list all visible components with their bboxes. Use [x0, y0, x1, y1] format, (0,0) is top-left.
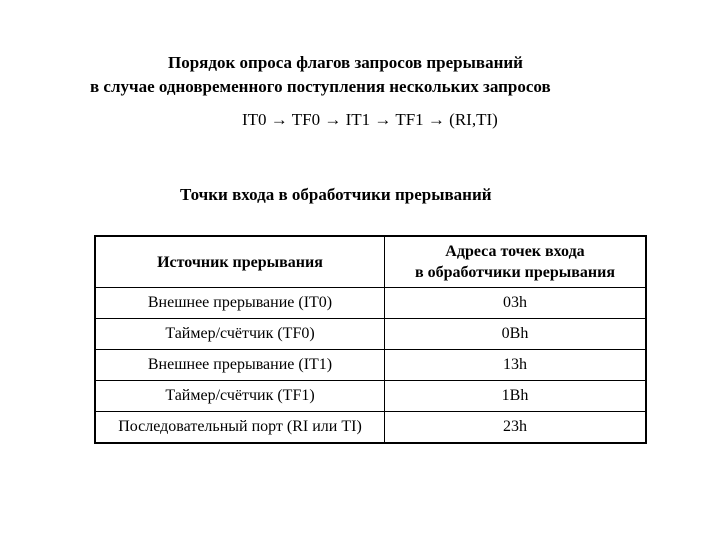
table-row — [95, 381, 646, 412]
row-source: Последовательный порт (RI или TI) — [95, 412, 385, 444]
priority-title-line2: в случае одновременного поступления нескольких запросов — [90, 77, 551, 96]
row-address: 0Bh — [385, 319, 647, 350]
polling-sequence: IT0 → TF0 → IT1 → TF1 → (RI,TI) — [242, 110, 498, 129]
priority-title-line1: Порядок опроса флагов запросов прерываний — [168, 53, 523, 72]
header-address-line2: в обработчики прерывания — [415, 264, 615, 281]
row-source: Таймер/счётчик (TF0) — [95, 319, 385, 350]
table-row — [95, 288, 646, 319]
entry-points-title: Точки входа в обработчики прерываний — [180, 185, 492, 204]
entry-points-table — [94, 235, 647, 444]
row-address: 23h — [385, 412, 647, 444]
row-source: Внешнее прерывание (IT0) — [95, 288, 385, 319]
row-source: Таймер/счётчик (TF1) — [95, 381, 385, 412]
table-header-row — [95, 236, 646, 288]
table-row — [95, 319, 646, 350]
header-source: Источник прерывания — [95, 236, 385, 288]
table-row — [95, 350, 646, 381]
row-address: 03h — [385, 288, 647, 319]
row-address: 13h — [385, 350, 647, 381]
header-address — [385, 236, 647, 288]
header-address-line1: Адреса точек входа — [445, 243, 585, 260]
row-address: 1Bh — [385, 381, 647, 412]
table-row — [95, 412, 646, 444]
row-source: Внешнее прерывание (IT1) — [95, 350, 385, 381]
